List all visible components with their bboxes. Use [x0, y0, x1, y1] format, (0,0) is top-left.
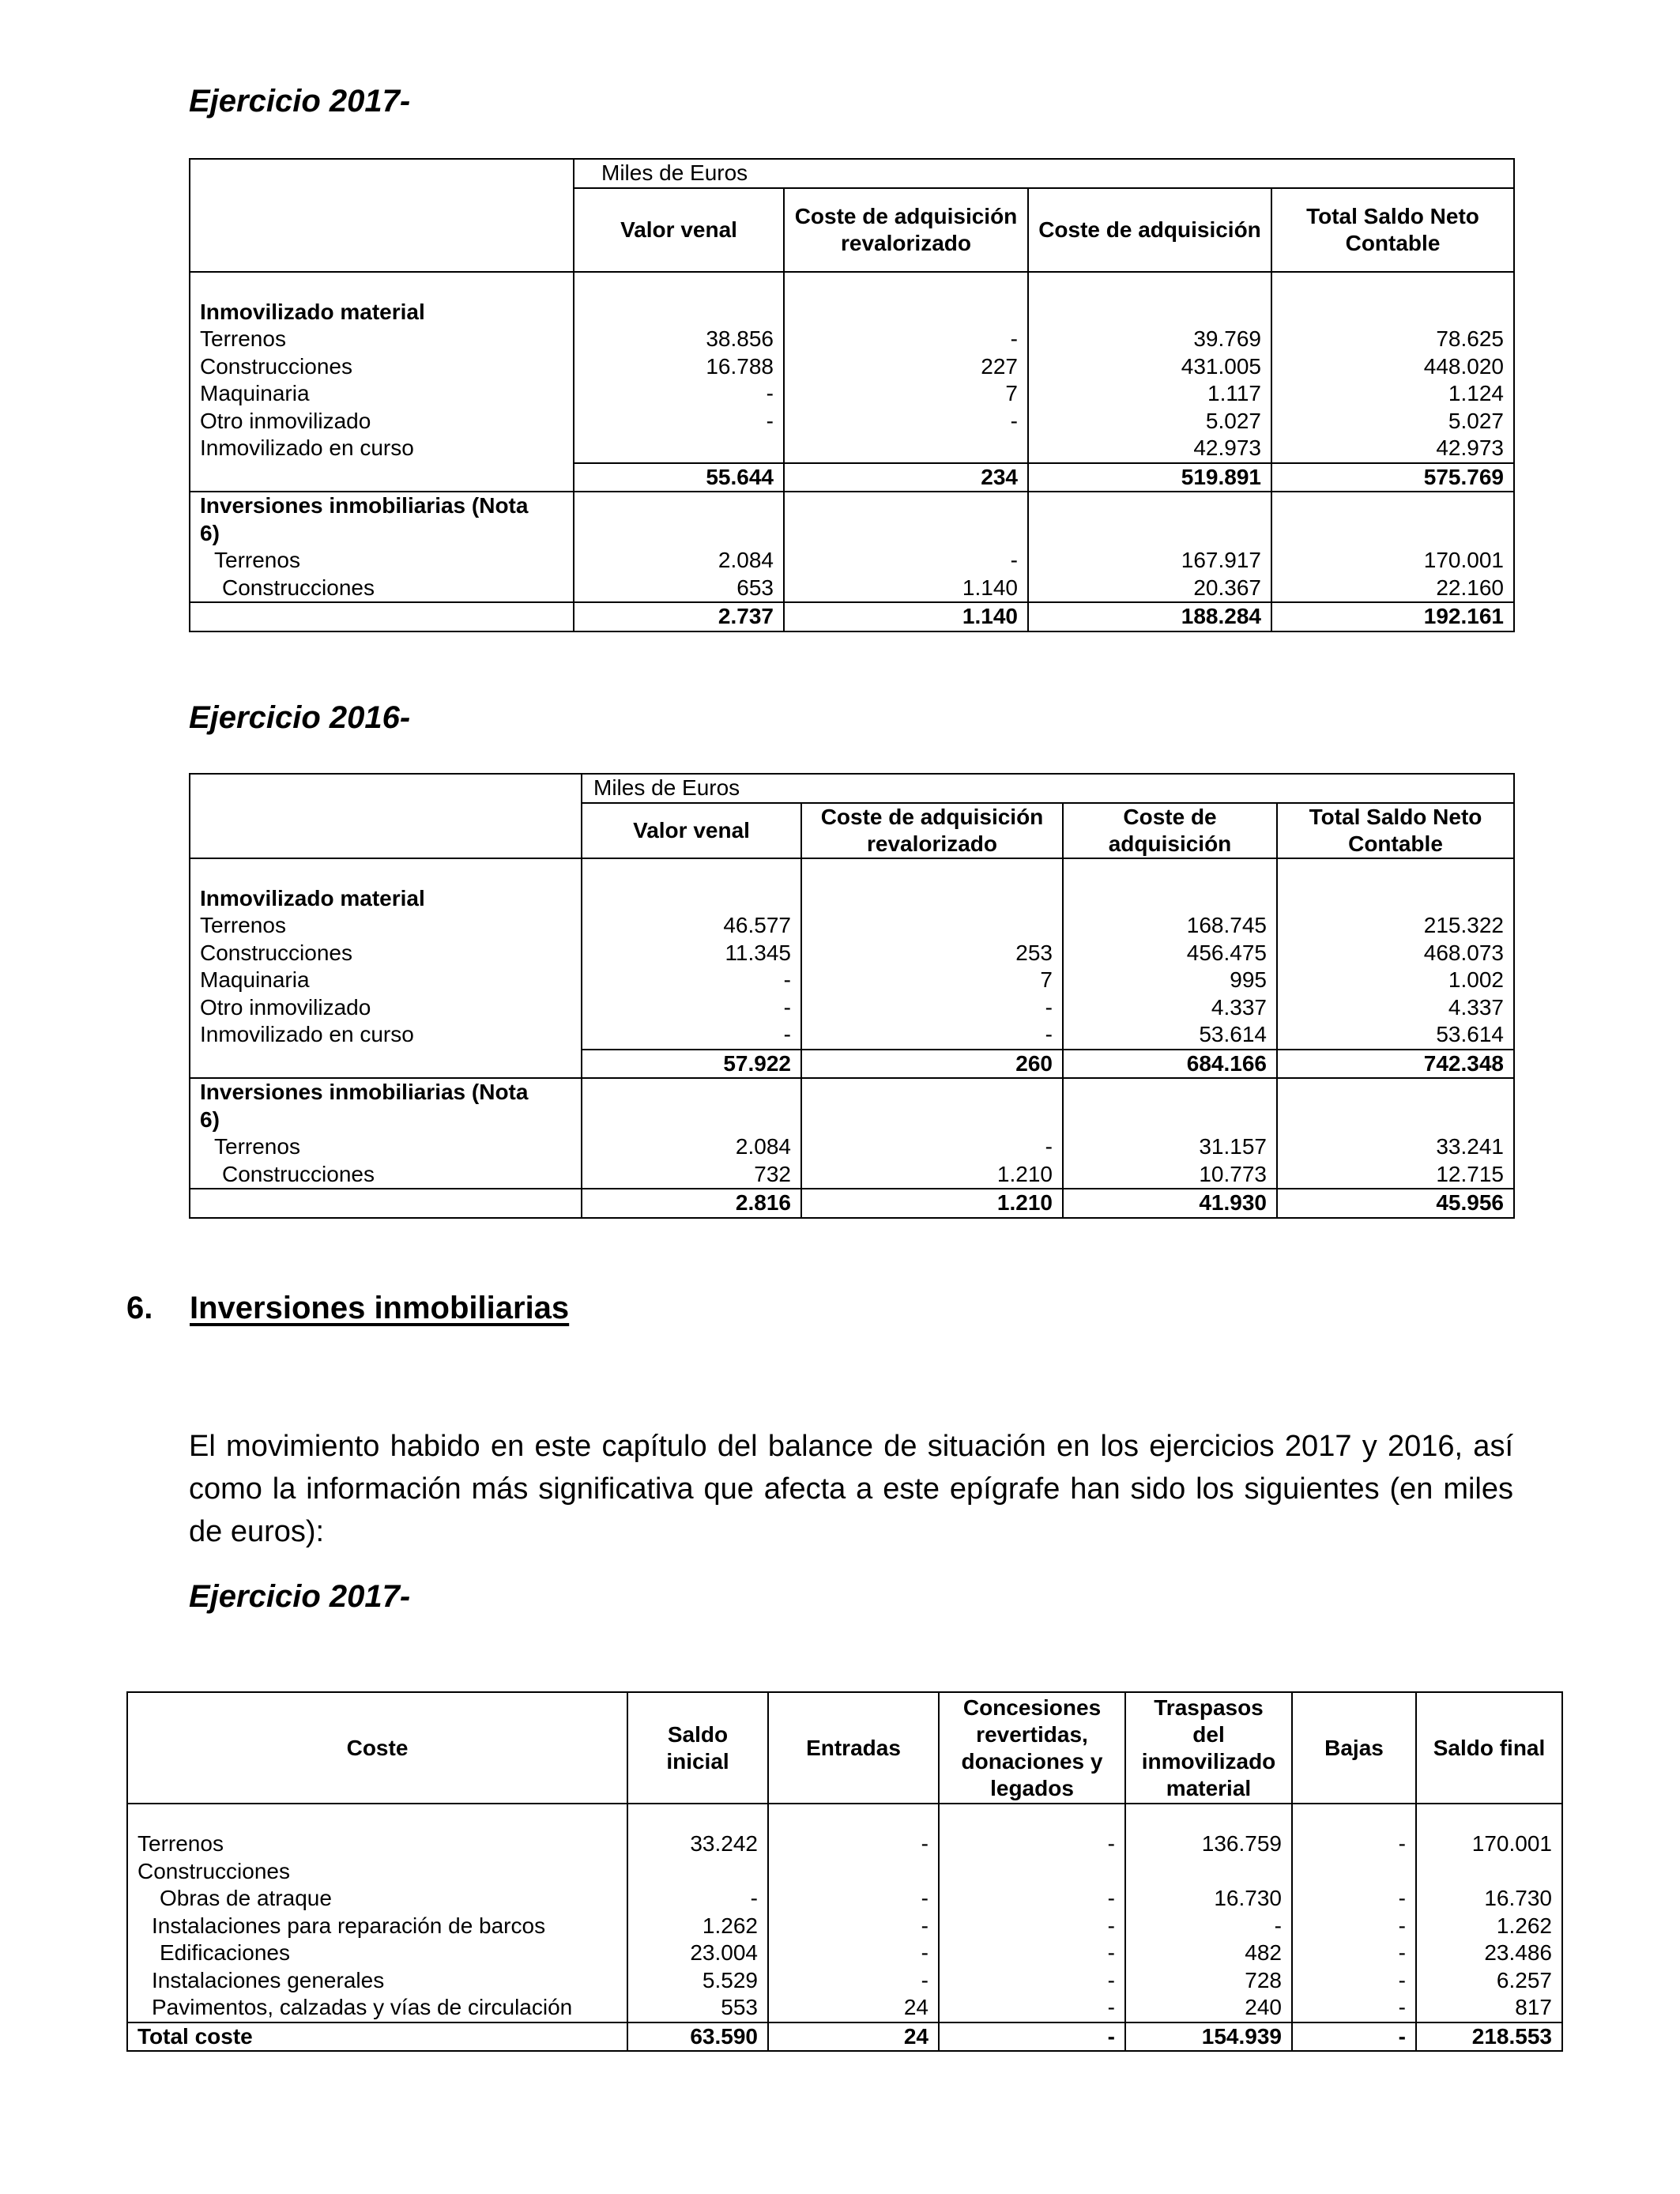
section-number: 6.: [126, 1291, 153, 1325]
table-row: Otro inmovilizado - - 5.027 5.027: [190, 408, 1514, 435]
column-header: Total Saldo Neto Contable: [1271, 188, 1514, 272]
heading-ejercicio-2016: Ejercicio 2016-: [189, 700, 411, 735]
total-row: 2.737 1.140 188.284 192.161: [190, 602, 1514, 631]
unit-header: Miles de Euros: [582, 774, 1514, 803]
table-row: Otro inmovilizado - - 4.337 4.337: [190, 994, 1514, 1022]
heading-ejercicio-2017-b: Ejercicio 2017-: [189, 1579, 411, 1614]
table-row: Construcciones 11.345 253 456.475 468.073: [190, 940, 1514, 967]
group-label: Inmovilizado material: [190, 885, 582, 913]
table-corner-cell: [190, 774, 582, 858]
table-valor-venal-2017: [189, 158, 1515, 632]
column-header: Entradas: [768, 1692, 939, 1804]
table-row: Obras de atraque - - - 16.730 - 16.730: [127, 1885, 1562, 1913]
table-row: Inmovilizado en curso 42.973 42.973: [190, 435, 1514, 463]
column-header: Bajas: [1292, 1692, 1416, 1804]
column-header: Coste de adquisición: [1028, 188, 1271, 272]
column-header: Valor venal: [574, 188, 784, 272]
table-row: Maquinaria - 7 1.117 1.124: [190, 380, 1514, 408]
table-row: Instalaciones para reparación de barcos 1.262 - - - - 1.262: [127, 1913, 1562, 1940]
section-title-text: Inversiones inmobiliarias: [190, 1291, 570, 1325]
table-row: Terrenos 46.577 168.745 215.322: [190, 912, 1514, 940]
subtotal-row: 57.922 260 684.166 742.348: [190, 1050, 1514, 1079]
column-header: Valor venal: [582, 803, 801, 858]
table-row: Pavimentos, calzadas y vías de circulación 553 24 - 240 - 817: [127, 1994, 1562, 2022]
column-header: Concesiones revertidas, donaciones y legados: [939, 1692, 1125, 1804]
column-header: Total Saldo Neto Contable: [1277, 803, 1514, 858]
group-label: Inversiones inmobiliarias (Nota: [190, 492, 574, 520]
group-label: Inmovilizado material: [190, 299, 574, 326]
table-row: Terrenos 2.084 - 167.917 170.001: [190, 547, 1514, 575]
column-header: Traspasos del inmovilizado material: [1125, 1692, 1292, 1804]
group-label-cont: 6): [190, 1106, 582, 1134]
table-corner-cell: [190, 159, 574, 272]
total-row: Total coste 63.590 24 - 154.939 - 218.553: [127, 2022, 1562, 2052]
intro-paragraph: El movimiento habido en este capítulo del balance de situación en los ejercicios 2017 y 2016, así como la información más significativa que afecta a este epígrafe han sido los siguientes (en miles de euros):: [189, 1430, 1513, 1548]
table-valor-venal-2016: [189, 773, 1515, 1219]
table-row: Construcciones 653 1.140 20.367 22.160: [190, 575, 1514, 603]
table-row: Edificaciones 23.004 - - 482 - 23.486: [127, 1940, 1562, 1967]
group-label: Inversiones inmobiliarias (Nota: [190, 1078, 582, 1106]
table-row: Construcciones 16.788 227 431.005 448.020: [190, 353, 1514, 381]
column-header: Saldo final: [1416, 1692, 1562, 1804]
column-header: Coste: [127, 1692, 627, 1804]
table-row: Instalaciones generales 5.529 - - 728 - 6.257: [127, 1967, 1562, 1995]
column-header: Coste de adquisición revalorizado: [801, 803, 1063, 858]
table-row: Construcciones 732 1.210 10.773 12.715: [190, 1161, 1514, 1189]
subtotal-row: 55.644 234 519.891 575.769: [190, 463, 1514, 492]
column-header: Coste de adquisición: [1063, 803, 1277, 858]
group-label-cont: 6): [190, 520, 574, 548]
unit-header: Miles de Euros: [574, 159, 1514, 188]
table-inversiones-2017: [126, 1691, 1563, 2052]
heading-ejercicio-2017-a: Ejercicio 2017-: [189, 84, 411, 119]
total-row: 2.816 1.210 41.930 45.956: [190, 1189, 1514, 1218]
table-row: Terrenos 2.084 - 31.157 33.241: [190, 1133, 1514, 1161]
column-header: Coste de adquisición revalorizado: [784, 188, 1028, 272]
table-row: Construcciones: [127, 1858, 1562, 1886]
column-header: Saldo inicial: [627, 1692, 768, 1804]
section-title: [126, 1291, 569, 1326]
table-row: Terrenos 38.856 - 39.769 78.625: [190, 326, 1514, 353]
table-row: Maquinaria - 7 995 1.002: [190, 967, 1514, 994]
table-row: Terrenos 33.242 - - 136.759 - 170.001: [127, 1830, 1562, 1858]
table-row: Inmovilizado en curso - - 53.614 53.614: [190, 1021, 1514, 1050]
